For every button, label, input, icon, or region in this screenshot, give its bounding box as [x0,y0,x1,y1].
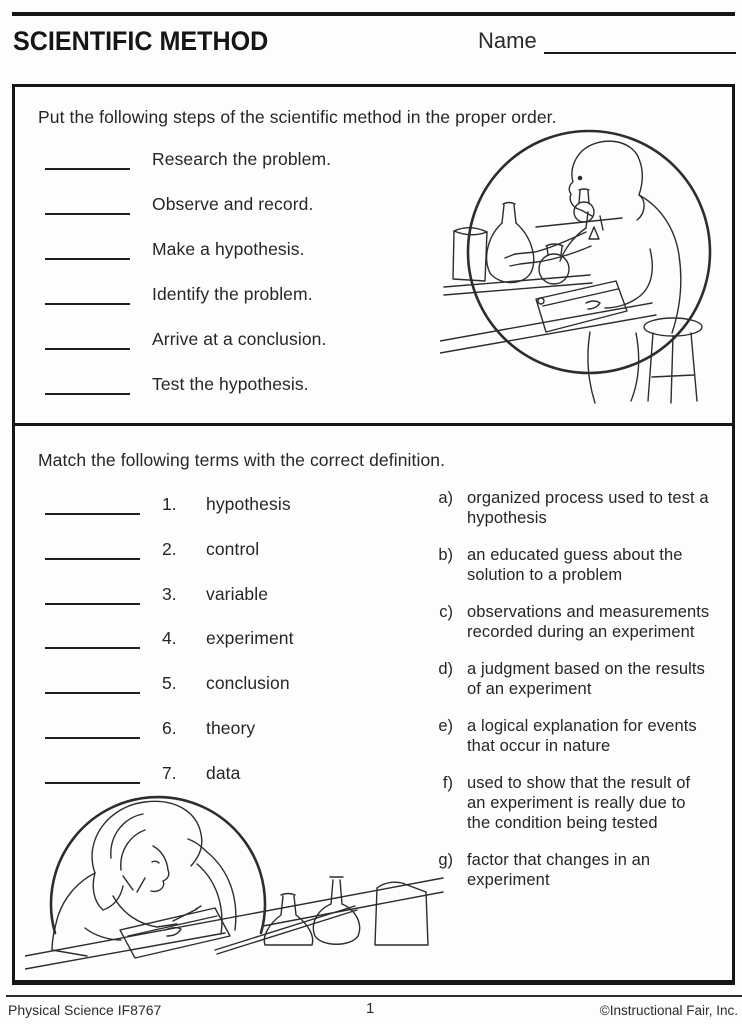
order-step-row [45,194,313,215]
definition-text: a logical explanation for events that occur in nature [467,717,697,755]
student-writing-illustration [25,778,445,976]
definition-text: an educated guess about the solution to a problem [467,546,683,584]
term-label: conclusion [206,673,290,693]
step-label: Observe and record. [152,194,314,214]
order-prompt: Put the following steps of the scientific method in the proper order. [38,107,557,127]
term-label: hypothesis [206,494,291,514]
definition-letter: a) [438,489,453,507]
definition-letter: g) [438,851,453,869]
footer-book-title: Physical Science IF8767 [8,1002,162,1018]
definition-text: organized process used to test a hypothesis [467,489,709,527]
term-number: 4. [162,628,177,648]
step-label: Make a hypothesis. [152,239,305,259]
term-row [45,584,268,605]
answer-blank[interactable] [45,376,130,395]
step-label: Identify the problem. [152,284,313,304]
term-label: variable [206,584,269,604]
definition-letter: e) [438,717,453,735]
term-label: experiment [206,628,294,648]
name-blank[interactable] [544,30,736,54]
definition-text: factor that changes in an experiment [467,851,651,889]
definition-text: used to show that the result of an experiment is really due to the condition being tested [467,774,691,832]
term-label: theory [206,718,256,738]
term-number: 3. [162,584,177,604]
order-step-row [45,239,305,260]
footer-page-number: 1 [366,1000,375,1017]
step-label: Arrive at a conclusion. [152,329,327,349]
definition-item [423,545,728,585]
definition-item [423,602,728,642]
term-row [45,494,291,515]
term-row [45,718,255,739]
definitions-list [423,488,728,890]
step-label: Research the problem. [152,149,332,169]
definition-item [423,850,728,890]
order-step-row [45,284,313,305]
header-rule [12,12,735,16]
definition-letter: b) [438,546,453,564]
answer-blank[interactable] [45,241,130,260]
definition-text: a judgment based on the results of an experiment [467,660,705,698]
term-number: 5. [162,673,177,693]
term-label: control [206,539,260,559]
term-row [45,539,259,560]
answer-blank[interactable] [45,286,130,305]
definition-item [423,659,728,699]
definition-item [423,488,728,528]
answer-blank[interactable] [45,675,140,694]
name-label: Name [478,28,537,53]
answer-blank[interactable] [45,331,130,350]
order-step-row [45,329,326,350]
definition-letter: d) [438,660,453,678]
footer-copyright: ©Instructional Fair, Inc. [599,1003,738,1018]
answer-blank[interactable] [45,630,140,649]
answer-blank[interactable] [45,496,140,515]
term-number: 7. [162,763,177,783]
match-prompt: Match the following terms with the correct definition. [38,450,446,470]
answer-blank[interactable] [45,151,130,170]
order-step-row [45,374,309,395]
answer-blank[interactable] [45,196,130,215]
term-row [45,628,294,649]
answer-blank[interactable] [45,586,140,605]
definition-item [423,773,728,833]
term-row [45,673,290,694]
order-section-box [12,84,735,426]
order-step-row [45,149,331,170]
answer-blank[interactable] [45,720,140,739]
definition-letter: c) [439,603,453,621]
term-number: 2. [162,539,177,559]
page-title: SCIENTIFIC METHOD [13,26,269,56]
term-number: 6. [162,718,177,738]
answer-blank[interactable] [45,541,140,560]
term-number: 1. [162,494,177,514]
scientist-at-lab-bench-illustration [440,119,740,419]
term-label: data [206,763,241,783]
definition-letter: f) [442,774,453,792]
match-section-box [12,423,735,985]
definition-item [423,716,728,756]
footer-rule [6,995,742,997]
step-label: Test the hypothesis. [152,374,309,394]
definition-text: observations and measurements recorded during an experiment [467,603,710,641]
